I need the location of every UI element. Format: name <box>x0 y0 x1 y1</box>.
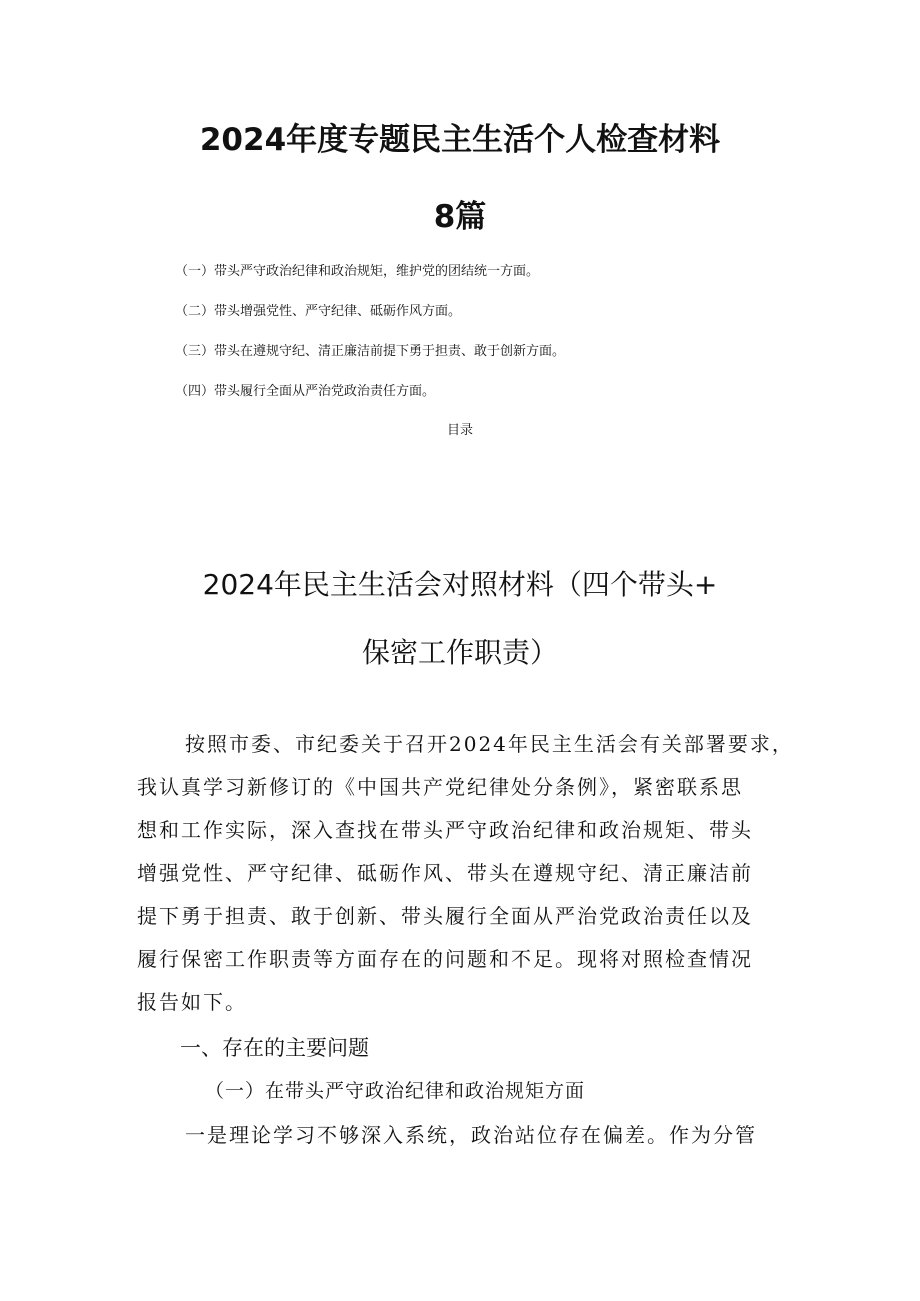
section-title-line-1: 2024年民主生活会对照材料（四个带头+ <box>202 568 718 601</box>
section-title-line-2: 保密工作职责） <box>361 636 558 669</box>
body-line-2: 我认真学习新修订的《中国共产党纪律处分条例》，紧密联系思 <box>137 775 743 799</box>
body-line-3: 想和工作实际，深入查找在带头严守政治纪律和政治规矩、带头 <box>137 818 753 842</box>
document-title-line-1: 2024年度专题民主生活个人检查材料 <box>199 122 721 158</box>
toc-item-4: （四）带头履行全面从严治党政治责任方面。 <box>175 384 436 399</box>
toc-item-2: （二）带头增强党性、严守纪律、砥砺作风方面。 <box>175 304 462 319</box>
toc-item-1: （一）带头严守政治纪律和政治规矩，维护党的团结统一方面。 <box>175 264 540 279</box>
body-line-5: 提下勇于担责、敢于创新、带头履行全面从严治党政治责任以及 <box>137 904 753 928</box>
subheading-political-discipline: （一）在带头严守政治纪律和政治规矩方面 <box>205 1080 586 1102</box>
heading-main-problems: 一、存在的主要问题 <box>180 1036 369 1060</box>
body-line-1: 按照市委、市纪委关于召开2024年民主生活会有关部署要求， <box>185 732 794 756</box>
paragraph-start-line: 一是理论学习不够深入系统，政治站位存在偏差。作为分管 <box>185 1123 757 1147</box>
toc-item-3: （三）带头在遵规守纪、清正廉洁前提下勇于担责、敢于创新方面。 <box>175 344 566 359</box>
toc-heading: 目录 <box>446 423 473 438</box>
body-line-6: 履行保密工作职责等方面存在的问题和不足。现将对照检查情况 <box>137 947 753 971</box>
document-title-line-2: 8篇 <box>433 199 487 235</box>
body-line-4: 增强党性、严守纪律、砥砺作风、带头在遵规守纪、清正廉洁前 <box>137 861 753 885</box>
body-line-7: 报告如下。 <box>137 990 247 1014</box>
